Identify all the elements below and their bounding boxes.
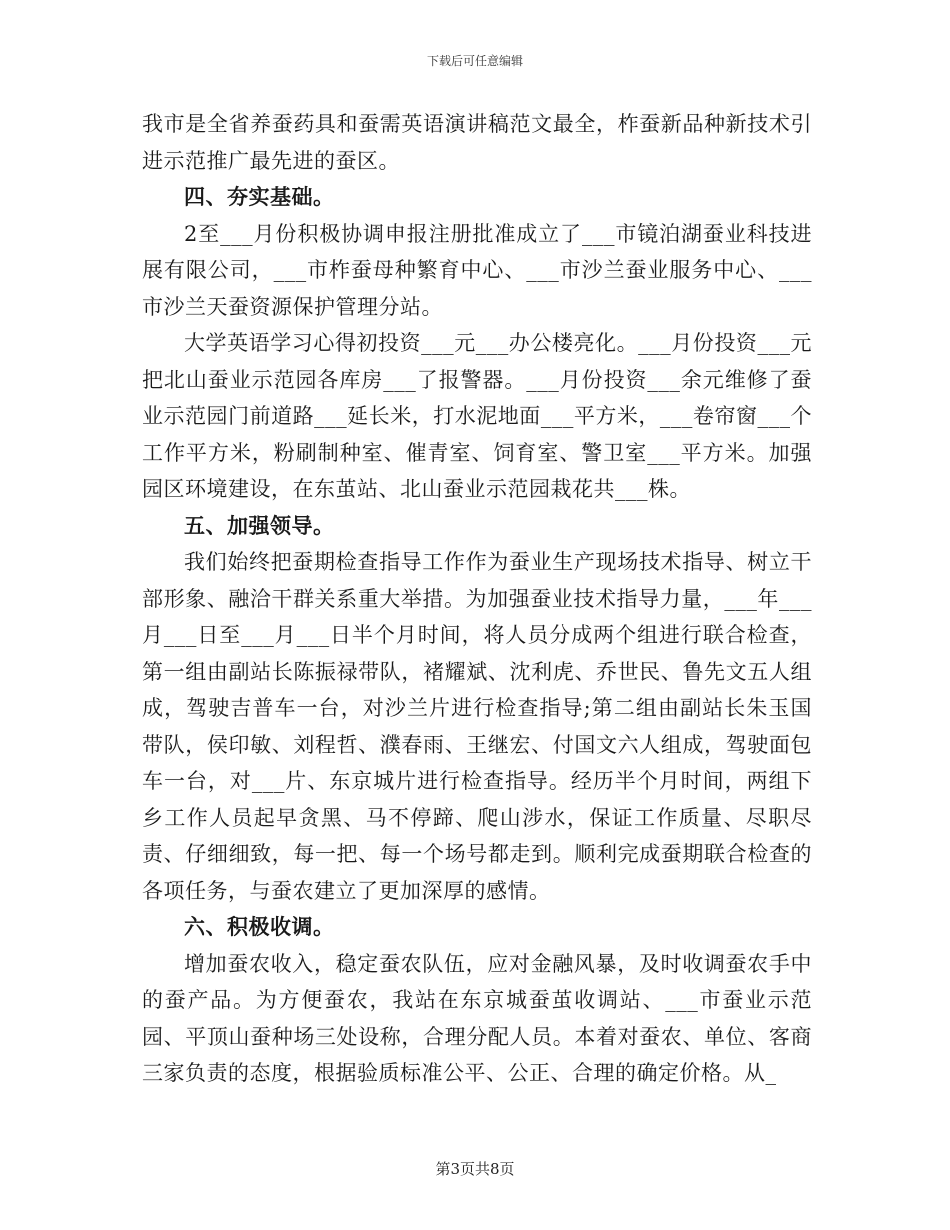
document-body bbox=[142, 106, 812, 1092]
paragraph-leadership: 我们始终把蚕期检查指导工作作为蚕业生产现场技术指导、树立干部形象、融洽干群关系重大举措。为加强蚕业技术指导力量，___年___月___日至___月___日半个月时间，将人员分成两个组进行联合检查，第一组由副站长陈振禄带队，褚耀斌、沈利虎、乔世民、鲁先文五人组成，驾驶吉普车一台，对沙兰片进行检查指导;第二组由副站长朱玉国带队，侯印敏、刘程哲、濮春雨、王继宏、付国文六人组成，驾驶面包车一台，对___片、东京城片进行检查指导。经历半个月时间，两组下乡工作人员起早贪黑、马不停蹄、爬山涉水，保证工作质量、尽职尽责、仔细细致，每一把、每一个场号都走到。顺利完成蚕期联合检查的各项任务，与蚕农建立了更加深厚的感情。 bbox=[142, 550, 812, 903]
paragraph-purchase: 增加蚕农收入，稳定蚕农队伍，应对金融风暴，及时收调蚕农手中的蚕产品。为方便蚕农，我站在东京城蚕茧收调站、___市蚕业示范园、平顶山蚕种场三处设称，合理分配人员。本着对蚕农、单位、客商三家负责的态度，根据验质标准公平、公正、合理的确定价格。从_ bbox=[142, 951, 812, 1085]
section-heading-5: 五、加强领导。 bbox=[184, 512, 335, 538]
paragraph-investment: 大学英语学习心得初投资___元___办公楼亮化。___月份投资___元把北山蚕业示范园各库房___了报警器。___月份投资___余元维修了蚕业示范园门前道路___延长米，打水泥地面___平方米，___卷帘窗___个工作平方米，粉刷制种室、催青室、饲育室、警卫室___平方米。加强园区环境建设，在东茧站、北山蚕业示范园栽花共___株。 bbox=[142, 331, 812, 501]
paragraph-foundation: 2至___月份积极协调申报注册批准成立了___市镜泊湖蚕业科技进展有限公司，___市柞蚕母种繁育中心、___市沙兰蚕业服务中心、___市沙兰天蚕资源保护管理分站。 bbox=[142, 221, 812, 319]
page-header: 下载后可任意编辑 bbox=[426, 54, 523, 68]
paragraph-intro: 我市是全省养蚕药具和蚕需英语演讲稿范文最全，柞蚕新品种新技术引进示范推广最先进的蚕区。 bbox=[142, 112, 812, 173]
section-heading-4: 四、夯实基础。 bbox=[184, 184, 335, 209]
page-footer: 第3页共8页 bbox=[435, 1160, 515, 1178]
section-heading-6: 六、积极收调。 bbox=[184, 914, 335, 939]
